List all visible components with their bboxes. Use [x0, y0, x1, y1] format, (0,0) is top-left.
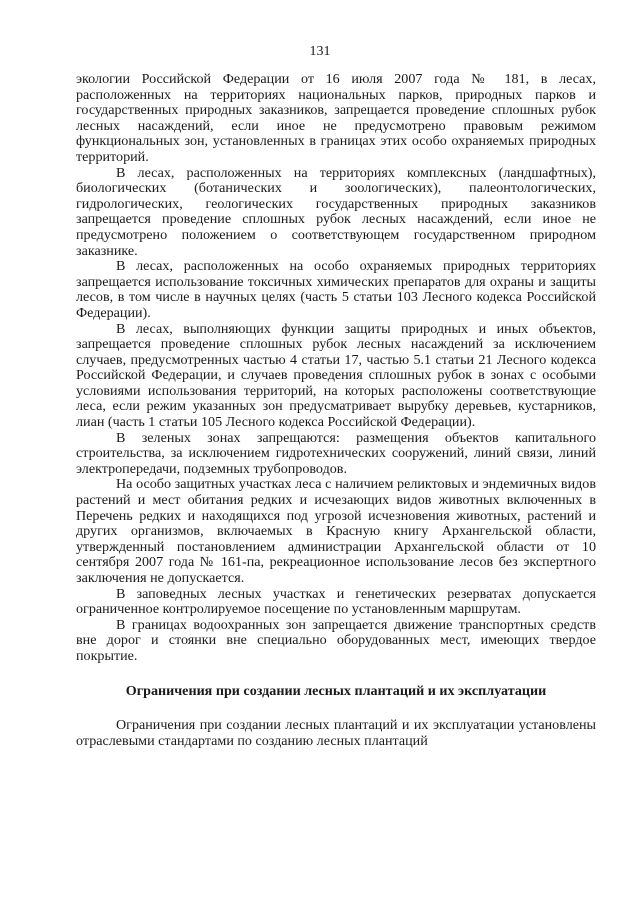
- paragraph: В лесах, расположенных на особо охраняемых природных территориях запрещается использование токсичных химических препаратов для охраны и защиты лесов, в том числе в научных целях (часть 5 статьи 103 Лесного кодекса Российской Федерации).: [76, 258, 596, 321]
- paragraph: В лесах, расположенных на территориях комплексных (ландшафтных), биологических (ботанических и зоологических), палеонтологических, гидрологических, геологических государственных природных заказников запрещается проведение сплошных рубок лесных насаждений, если иное не предусмотрено положением о соответствующем государственном природном заказнике.: [76, 164, 596, 259]
- paragraph: Ограничения при создании лесных плантаций и их эксплуатации установлены отраслевыми стандартами по созданию лесных плантаций: [76, 717, 596, 749]
- section-heading: Ограничения при создании лесных плантаций и их эксплуатации: [125, 682, 547, 699]
- document-body: [76, 72, 596, 749]
- paragraph: В границах водоохранных зон запрещается движение транспортных средств вне дорог и стоянки вне специально оборудованных мест, имеющих твердое покрытие.: [76, 616, 596, 664]
- page-number: 131: [309, 44, 331, 59]
- paragraph: В зеленых зонах запрещаются: размещения объектов капитального строительства, за исключением гидротехнических сооружений, линий связи, линий электропередачи, подземных трубопроводов.: [76, 429, 596, 477]
- paragraph: В заповедных лесных участках и генетических резерватах допускается ограниченное контролируемое посещение по установленным маршрутам.: [76, 585, 596, 618]
- paragraph: На особо защитных участках леса с наличием реликтовых и эндемичных видов растений и мест обитания редких и исчезающих видов животных включенных в Перечень редких и находящихся под угрозой исчезновения животных, растений и других организмов, включаемых в Красную книгу Архангельской области, утвержденный постановлением администрации Архангельской области от 10 сентября 2007 года № 161-па, рекреационное использование лесов без экспертного заключения не допускается.: [76, 476, 596, 586]
- paragraph: В лесах, выполняющих функции защиты природных и иных объектов, запрещается проведение сплошных рубок лесных насаждений за исключением случаев, предусмотренных частью 4 статьи 17, частью 5.1 статьи 21 Лесного кодекса Российской Федерации, и случаев проведения сплошных рубок в зонах с особыми условиями использования территорий, на которых расположены соответствующие леса, если режим указанных зон предусматривает вырубку деревьев, кустарников, лиан (часть 1 статьи 105 Лесного кодекса Российской Федерации).: [76, 320, 596, 431]
- paragraph: экологии Российской Федерации от 16 июля 2007 года № 181, в лесах, расположенных на территориях национальных парков, природных парков и государственных природных заказников, запрещается проведение сплошных рубок лесных насаждений, если иное не предусмотрено правовым режимом функциональных зон, установленных в границах этих особо охраняемых природных территорий.: [76, 71, 596, 165]
